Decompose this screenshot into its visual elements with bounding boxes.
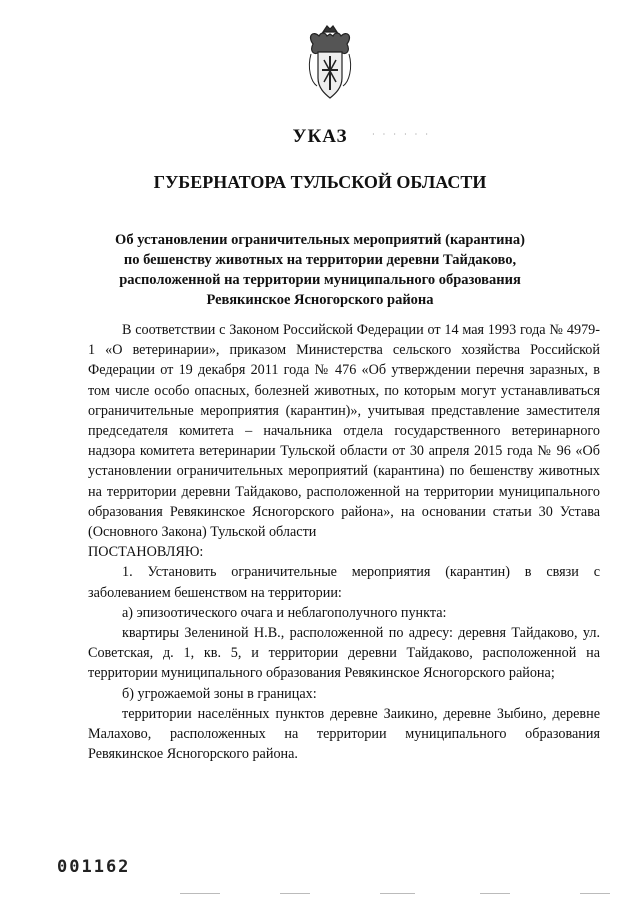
scan-edge-mark <box>280 893 310 894</box>
preamble-paragraph: В соответствии с Законом Российской Федерации от 14 мая 1993 года № 4979-1 «О ветеринарии», приказом Министерства сельского хозяйства Российской Федерации от 19 декабря 2011 года № 476 «Об утверждении перечня заразных, в том числе особо опасных, болезней животных, по которым могут устанавливаться ограничительные мероприятия (карантин)», учитывая представление заместителя председателя комитета – начальника отдела государственного ветеринарного надзора комитета ветеринарии Тульской области от 30 апреля 2015 года № 96 «Об установлении ограничительных мероприятий (карантина) по бешенству животных на территории деревни Тайдаково, расположенной на территории муниципального образования Ревякинское Ясногорского района», на основании статьи 30 Устава (Основного Закона) Тульской области <box>88 322 600 541</box>
coat-of-arms-emblem <box>305 22 355 102</box>
issuer-title: ГУБЕРНАТОРА ТУЛЬСКОЙ ОБЛАСТИ <box>153 172 487 192</box>
document-type-title: УКАЗ <box>292 126 348 147</box>
item-1a-heading: а) эпизоотического очага и неблагополучного пункта: <box>122 604 447 621</box>
scan-dots: · · · · · · <box>372 130 431 139</box>
scan-edge-mark <box>480 893 510 894</box>
item-1b-text: территории населённых пунктов деревне Заикино, деревне Зыбино, деревне Малахово, расположенных на территории муниципального образования Ревякинское Ясногорского района. <box>88 705 600 763</box>
registration-number: 001162 <box>57 857 131 877</box>
decree-body <box>88 320 600 764</box>
item-1: 1. Установить ограничительные мероприятия (карантин) в связи с заболеванием бешенством на территории: <box>88 564 600 601</box>
subject-line: по бешенству животных на территории деревни Тайдаково, <box>123 252 517 268</box>
item-1b-heading: б) угрожаемой зоны в границах: <box>122 685 317 702</box>
scan-edge-mark <box>180 893 220 894</box>
scan-edge-mark <box>380 893 415 894</box>
subject-line: расположенной на территории муниципального образования <box>119 272 521 288</box>
item-1a-text: квартиры Зелениной Н.В., расположенной по адресу: деревня Тайдаково, ул. Советская, д. 1, кв. 5, и территории деревни Тайдаково, расположенной на территории муниципального образования Ревякинское Ясногорского района; <box>88 625 600 682</box>
scan-edge-mark <box>580 893 610 894</box>
subject-line: Об установлении ограничительных мероприятий (карантина) <box>115 232 525 248</box>
decree-word: ПОСТАНОВЛЯЮ: <box>88 544 204 561</box>
subject-line: Ревякинское Ясногорского района <box>206 292 434 308</box>
decree-subject <box>80 230 560 310</box>
